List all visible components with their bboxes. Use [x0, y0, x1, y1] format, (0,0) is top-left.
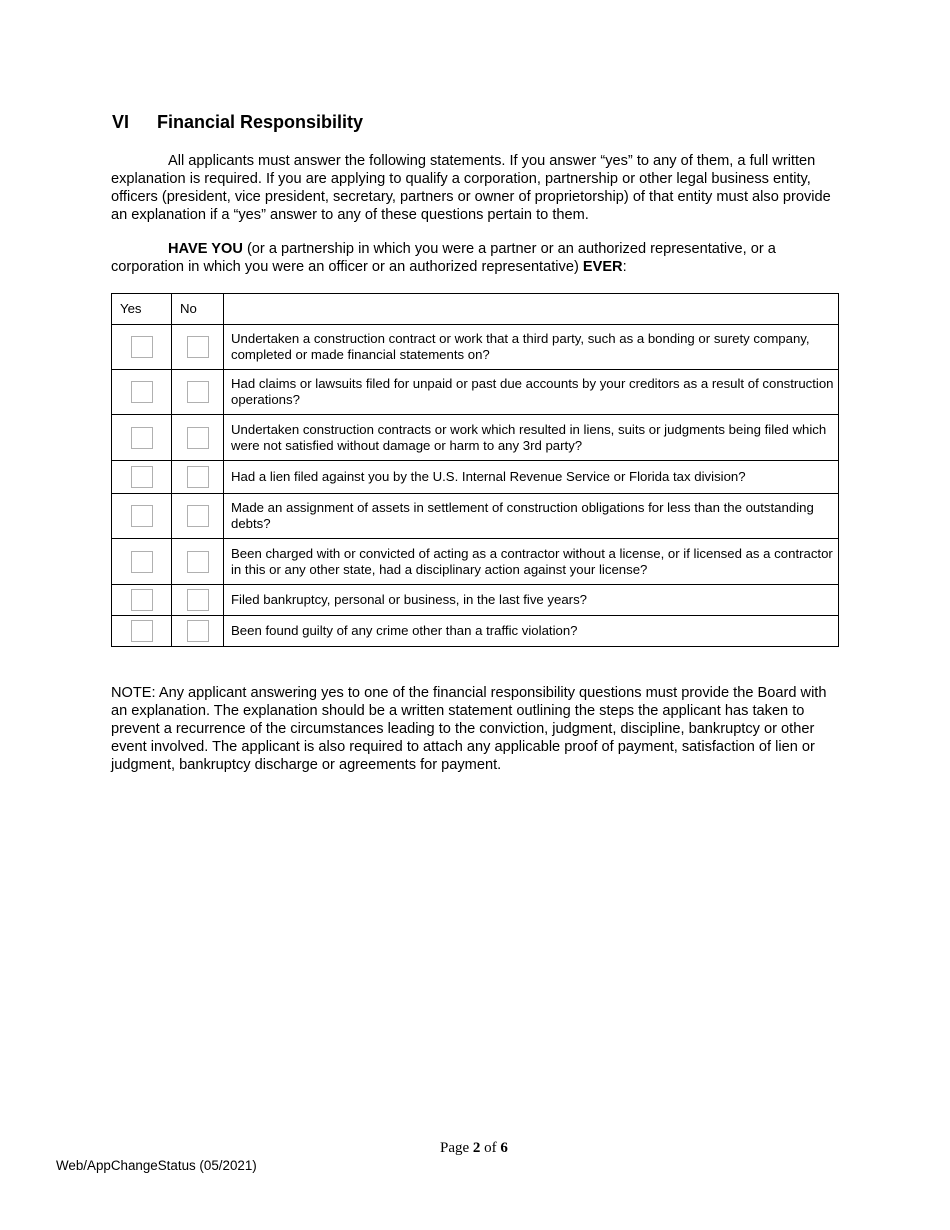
- yes-checkbox[interactable]: [131, 620, 153, 642]
- yes-checkbox[interactable]: [131, 505, 153, 527]
- section-title: Financial Responsibility: [157, 112, 364, 132]
- question-text: Had a lien filed against you by the U.S. Internal Revenue Service or Florida tax division?: [224, 461, 839, 494]
- header-yes: Yes: [112, 294, 172, 325]
- yes-checkbox[interactable]: [131, 466, 153, 488]
- question-text: Undertaken construction contracts or work which resulted in liens, suits or judgments being filed which were not satisfied without damage or harm to any 3rd party?: [224, 415, 839, 461]
- yes-checkbox[interactable]: [131, 427, 153, 449]
- table-row: [112, 585, 839, 616]
- table-row: [112, 494, 839, 539]
- question-text: Filed bankruptcy, personal or business, in the last five years?: [224, 585, 839, 616]
- section-number: VI: [112, 112, 130, 132]
- table-row: [112, 415, 839, 461]
- question-text: Had claims or lawsuits filed for unpaid or past due accounts by your creditors as a result of construction operations?: [224, 370, 839, 415]
- have-you-middle: (or a partnership in which you were a partner or an authorized representative, or a corporation in which you were an officer or an authorized representative): [111, 241, 776, 275]
- question-text: Made an assignment of assets in settlement of construction obligations for less than the outstanding debts?: [224, 494, 839, 539]
- no-checkbox[interactable]: [187, 427, 209, 449]
- header-no: No: [172, 294, 224, 325]
- no-checkbox[interactable]: [187, 505, 209, 527]
- no-checkbox[interactable]: [187, 381, 209, 403]
- table-header-row: [112, 294, 839, 325]
- no-checkbox[interactable]: [187, 620, 209, 642]
- header-question: [224, 294, 839, 325]
- have-you-paragraph: [111, 240, 841, 276]
- note-paragraph: NOTE: Any applicant answering yes to one of the financial responsibility questions must provide the Board with an explanation. The explanation should be a written statement outlining the steps the applicant has taken to prevent a recurrence of the circumstances leading to the conviction, judgment, discipline, bankruptcy or other event involved. The applicant is also required to attach any applicable proof of payment, satisfaction of lien or judgment, bankruptcy discharge or agreements for payment.: [111, 685, 827, 773]
- page-current: 2: [472, 1140, 481, 1156]
- question-text: Been charged with or convicted of acting as a contractor without a license, or if licensed as a contractor in this or any other state, had a disciplinary action against your license?: [224, 539, 839, 585]
- table-row: [112, 370, 839, 415]
- question-text: Been found guilty of any crime other than a traffic violation?: [224, 616, 839, 647]
- have-you-ever: EVER: [582, 259, 623, 275]
- table-row: [112, 325, 839, 370]
- table-row: [112, 616, 839, 647]
- page-number: Page 2 of 6: [440, 1140, 508, 1156]
- page-total: 6: [500, 1140, 508, 1156]
- yes-checkbox[interactable]: [131, 551, 153, 573]
- intro-text: All applicants must answer the following statements. If you answer “yes” to any of them, a full written explanation is required. If you are applying to qualify a corporation, partnership or other legal business entity, officers (president, vice president, secretary, partners or owner of proprietorship) of that entity must also provide an explanation if a “yes” answer to any of these questions pertain to them.: [111, 153, 831, 223]
- yes-checkbox[interactable]: [131, 336, 153, 358]
- yes-checkbox[interactable]: [131, 381, 153, 403]
- questions-table: [111, 293, 839, 647]
- no-checkbox[interactable]: [187, 466, 209, 488]
- table-row: [112, 539, 839, 585]
- yes-checkbox[interactable]: [131, 589, 153, 611]
- intro-paragraph: [111, 152, 841, 224]
- form-code: Web/AppChangeStatus (05/2021): [56, 1158, 257, 1173]
- table-row: [112, 461, 839, 494]
- no-checkbox[interactable]: [187, 551, 209, 573]
- no-checkbox[interactable]: [187, 336, 209, 358]
- section-heading: [112, 112, 363, 133]
- have-you-lead: HAVE YOU: [168, 241, 243, 257]
- question-text: Undertaken a construction contract or work that a third party, such as a bonding or surety company, completed or made financial statements on?: [224, 325, 839, 370]
- have-you-tail: :: [622, 259, 627, 275]
- no-checkbox[interactable]: [187, 589, 209, 611]
